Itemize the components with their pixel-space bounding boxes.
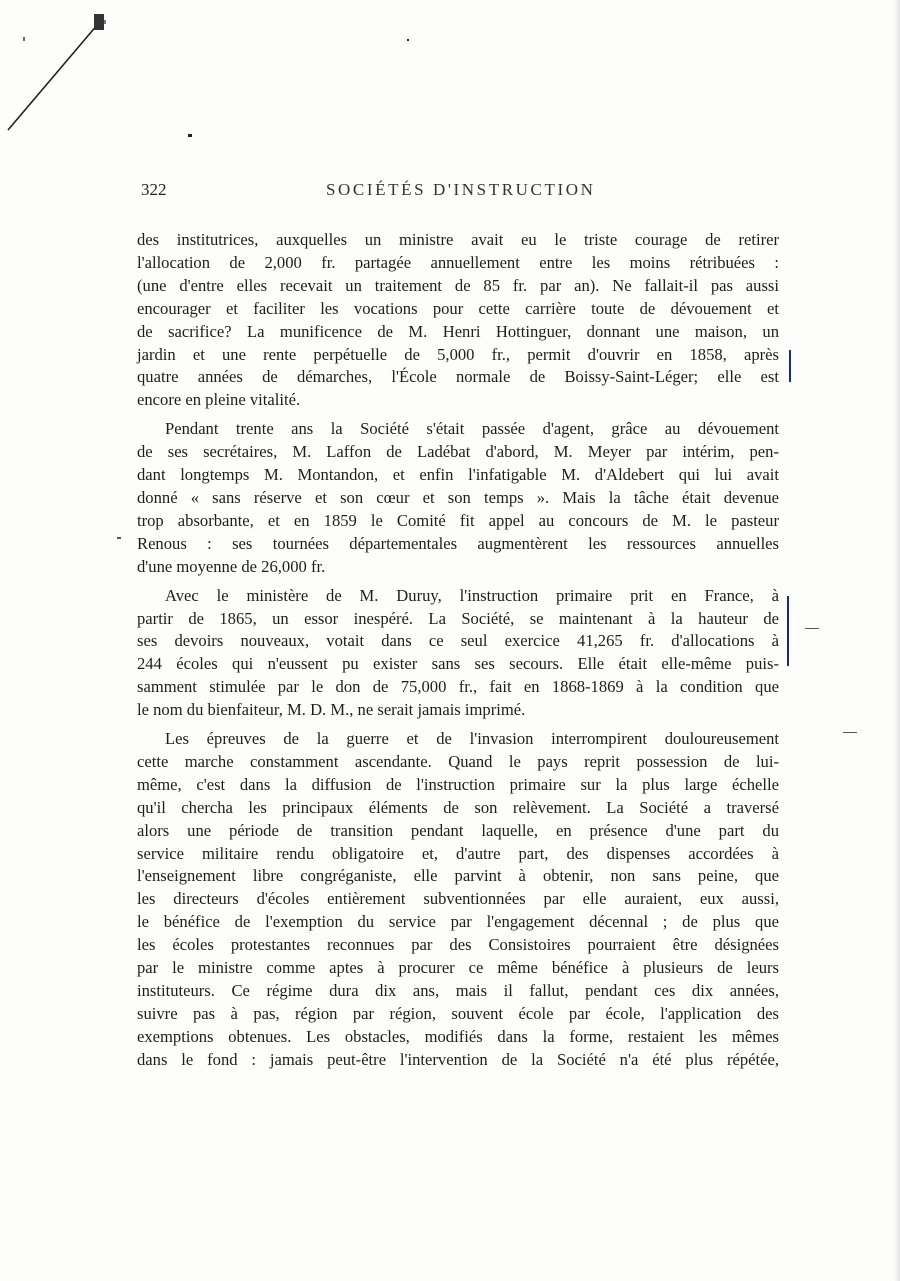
page-edge-shadow [894, 0, 900, 1281]
text-line: Les épreuves de la guerre et de l'invasion interrompirent douloureusement [165, 729, 779, 749]
text-line: de ses secrétaires, M. Laffon de Ladébat d'abord, M. Meyer par intérim, pen- [137, 442, 779, 462]
text-line: suivre pas à pas, région par région, souvent école par école, l'application des [137, 1003, 779, 1023]
text-line: le nom du bienfaiteur, M. D. M., ne serait jamais imprimé. [137, 700, 526, 720]
text-line: cette marche constamment ascendante. Quand le pays reprit possession de lui- [137, 751, 779, 771]
text-line: dant longtemps M. Montandon, et enfin l'infatigable M. d'Aldebert qui lui avait [137, 465, 779, 485]
ink-speck [23, 37, 25, 41]
text-line: quatre années de démarches, l'École normale de Boissy-Saint-Léger; elle est [137, 367, 779, 387]
margin-pencil-mark [789, 350, 791, 382]
text-line: jardin et une rente perpétuelle de 5,000 fr., permit d'ouvrir en 1858, après [137, 344, 779, 364]
text-line: qu'il chercha les principaux éléments de son relèvement. La Société a traversé [137, 797, 779, 817]
paragraph [137, 418, 779, 578]
margin-dash [805, 628, 819, 629]
text-line: samment stimulée par le don de 75,000 fr., fait en 1868-1869 à la condition que [137, 677, 779, 697]
text-line: (une d'entre elles recevait un traitement de 85 fr. par an). Ne fallait-il pas aussi [137, 275, 779, 295]
margin-dash [117, 537, 121, 539]
text-line: encore en pleine vitalité. [137, 390, 301, 410]
text-line: par le ministre comme aptes à procurer ce même bénéfice à plusieurs de leurs [137, 958, 779, 978]
text-line: ses devoirs nouveaux, votait dans ce seul exercice 41,265 fr. d'allocations à [137, 631, 779, 651]
text-line: donné « sans réserve et son cœur et son temps ». Mais la tâche était devenue [137, 487, 779, 507]
text-line: des institutrices, auxquelles un ministre avait eu le triste courage de retirer [137, 230, 779, 249]
running-header [141, 180, 776, 204]
ink-speck [407, 39, 409, 41]
text-line: alors une période de transition pendant laquelle, en présence d'une part du [137, 820, 779, 840]
text-line: Avec le ministère de M. Duruy, l'instruction primaire prit en France, à [165, 585, 779, 605]
text-line: Pendant trente ans la Société s'était passée d'agent, grâce au dévouement [165, 419, 779, 439]
text-line: dans le fond : jamais peut-être l'intervention de la Société n'a été plus répétée, [137, 1049, 779, 1069]
margin-dash [843, 732, 857, 733]
margin-pencil-mark [787, 596, 789, 666]
text-line: service militaire rendu obligatoire et, d'autre part, des dispenses accordées à [137, 843, 779, 863]
text-line: de sacrifice? La munificence de M. Henri Hottinguer, donnant une maison, un [137, 321, 779, 341]
text-line: exemptions obtenues. Les obstacles, modifiés dans la forme, restaient les mêmes [137, 1026, 779, 1046]
text-line: 244 écoles qui n'eussent pu exister sans ses secours. Elle était elle-même puis- [137, 654, 779, 674]
text-line: Renous : ses tournées départementales augmentèrent les ressources annuelles [137, 533, 779, 553]
corner-pen-stroke [6, 14, 106, 144]
paragraph [137, 728, 779, 1072]
text-line: trop absorbante, et en 1859 le Comité fit appel au concours de M. le pasteur [137, 510, 779, 530]
body-text [137, 229, 779, 1072]
text-line: encourager et faciliter les vocations pour cette carrière toute de dévouement et [137, 298, 779, 318]
text-line: le bénéfice de l'exemption du service par l'engagement décennal ; de plus que [137, 912, 779, 932]
running-title: SOCIÉTÉS D'INSTRUCTION [326, 180, 596, 199]
page-number: 322 [141, 180, 167, 199]
ink-speck [188, 134, 192, 137]
text-line: les écoles protestantes reconnues par des Consistoires pourraient être désignées [137, 935, 779, 955]
text-line: partir de 1865, un essor inespéré. La Société, se maintenant à la hauteur de [137, 608, 779, 628]
text-line: l'enseignement libre congréganiste, elle parvint à obtenir, non sans peine, que [137, 866, 779, 886]
paragraph [137, 229, 779, 412]
text-line: l'allocation de 2,000 fr. partagée annuellement entre les moins rétribuées : [137, 252, 779, 272]
text-line: même, c'est dans la diffusion de l'instruction primaire sur la plus large échelle [137, 774, 779, 794]
text-line: les directeurs d'écoles entièrement subventionnées par elle auraient, eux aussi, [137, 889, 779, 909]
paragraph [137, 585, 779, 722]
text-line: d'une moyenne de 26,000 fr. [137, 556, 326, 576]
text-line: instituteurs. Ce régime dura dix ans, mais il fallut, pendant ces dix années, [137, 981, 779, 1000]
